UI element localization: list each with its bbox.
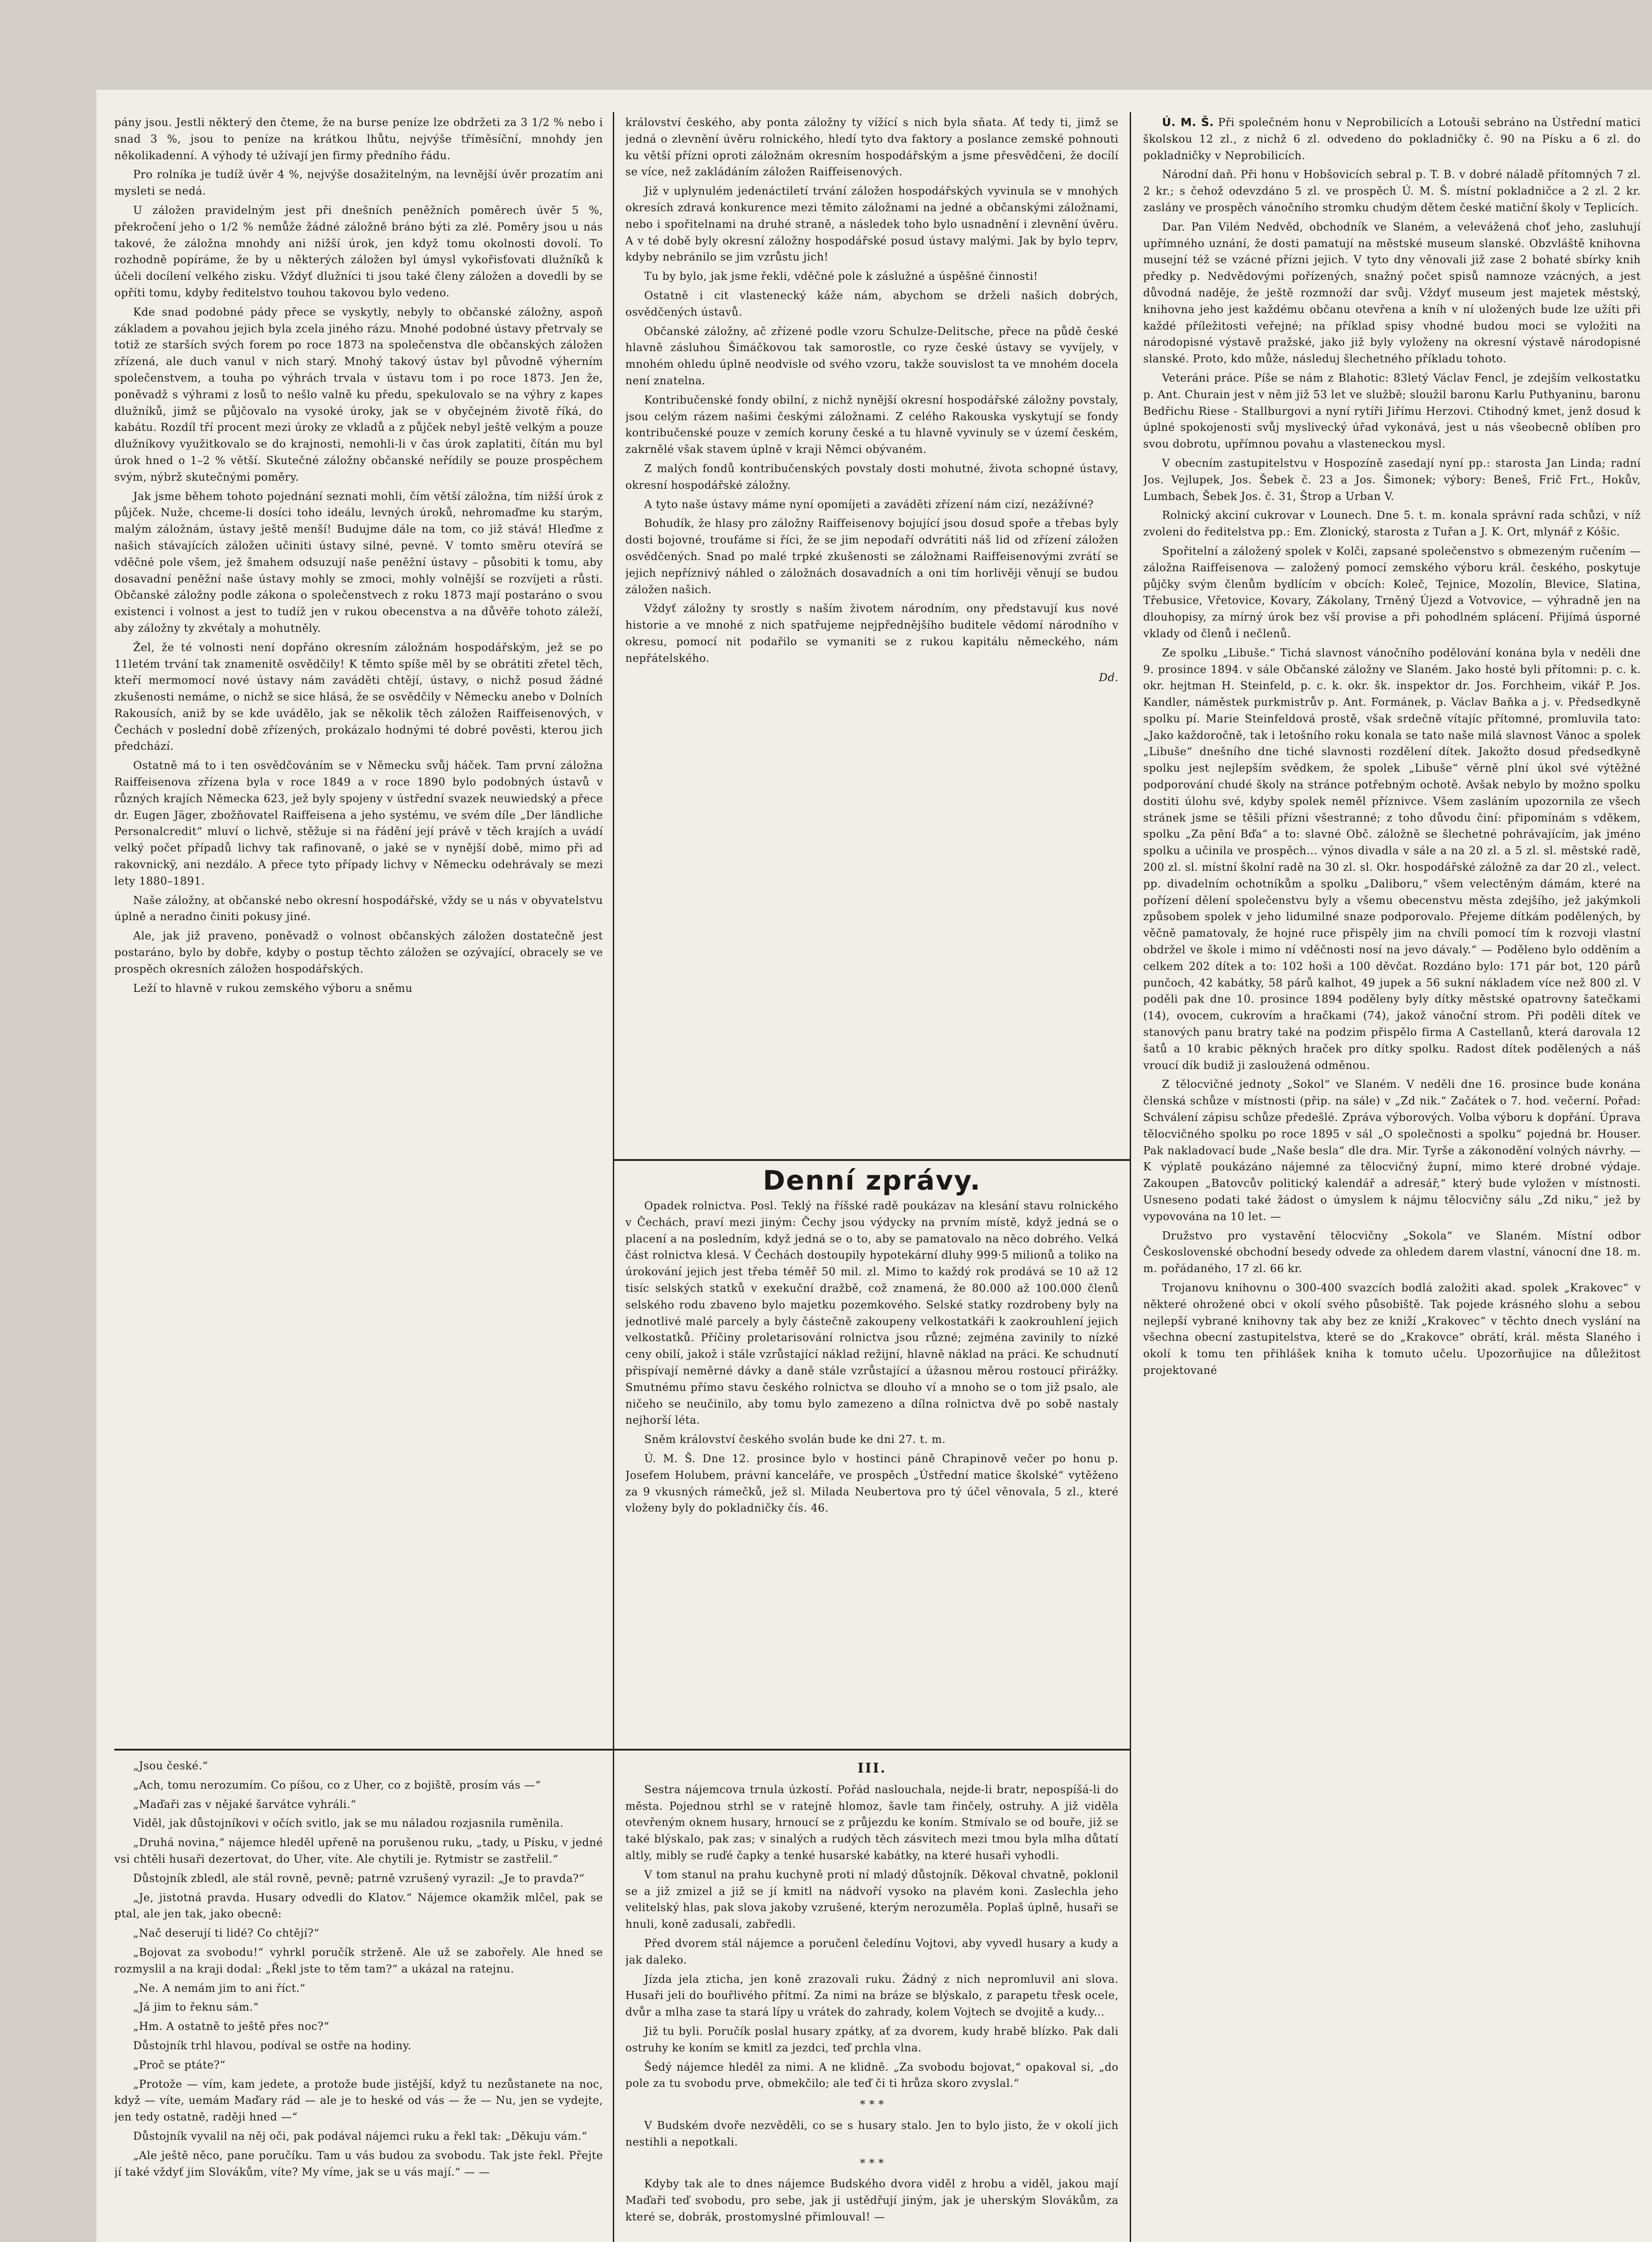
section-heading-daily-news: Denní zprávy. xyxy=(763,1165,981,1196)
feuilleton-rule-left xyxy=(114,1749,613,1751)
story-line: „Jsou české.“ xyxy=(133,1760,208,1772)
paragraph: pány jsou. Jestli některý den čteme, že na burse peníze lze obdržeti za 3 1/2 % nebo i snad 3 %, jsou to peníze na krátkou lhůtu, nejvýše tříměsíční, mnohdy jen několikadenní. A výhody té užívají jen firmy předního řádu. xyxy=(114,116,603,162)
paragraph: Již v uplynulém jedenáctiletí trvání záložen hospodářských vyvinula se v mnohých okresích zdravá konkurence mezi těmito záložnami na jedné a občanskými záložnami, nebo i spořitelnami na druhé straně, a následek toho bylo usnadnění i zlevnění úvěru. A v té době byly okresní záložny hospodářské posud ústavy malými. Jak by bylo teprv, kdyby nebránilo se jim vzrůstu jich! xyxy=(625,185,1119,264)
story-line: V tom stanul na prahu kuchyně proti ní mladý důstojník. Děkoval chvatně, poklonil se a již zmizel a již se jí kmitl na nádvoří vysoko na plavém koni. Zaslechla jeho velitelský hlas, pak slova jakoby vzrušené, kterým nerozuměla. Poplaš úplně, husaři se hnuli, koně zadusali, zabředli. xyxy=(625,1868,1119,1931)
story-line: „Druhá novina,“ nájemce hleděl upřeně na porušenou ruku, „tady, u Písku, v jedné vsi chtěli husaři dezertovat, do Uher, víte. Ale chytili je. Rytmistr se zastřelil.“ xyxy=(114,1836,603,1865)
paragraph: Tu by bylo, jak jsme řekli, vděčné pole k záslužné a úspěšné činnosti! xyxy=(644,270,1038,283)
story-line: Důstojník trhl hlavou, podíval se ostře na hodiny. xyxy=(133,2039,412,2052)
story-line: „Bojovat za svobodu!“ vyhrkl poručík strženě. Ale už se zabořely. Ale hned se rozmyslil a na kraji dodal: „Řekl jste to těm tam?“ a ukázal na ratejnu. xyxy=(114,1946,603,1975)
story-line: Sestra nájemcova trnula úzkostí. Pořád naslouchala, nejde-li bratr, nepospíšá-li do města. Pojednou strhl se v ratejně hlomoz, šavle tam řinčely, ostruhy. A již viděla otevřeným oknem husary, hrnoucí se z průjezdu ke koním. Stmívalo se od bouře, již se také blýskalo, pak zas; v sinalých a rudých těch zásvitech mezi tmou byla mlha důtatí altly, mibly se ruďé čapky a tenké husarské kabátky, na které husaři vyhodli. xyxy=(625,1783,1119,1862)
section-break: * * * xyxy=(860,2156,884,2169)
story-line: „Nač deserují ti lidé? Co chtějí?“ xyxy=(133,1927,320,1940)
signature-line xyxy=(625,669,1119,686)
column-2-news xyxy=(625,1164,1119,1742)
paragraph: Jak jsme během tohoto pojednání seznati mohli, čím větší záložna, tím nižší úrok z půjček. Nuže, chceme-li dosíci toho ideálu, levných úroků, nehromaďme ku starým, malým záložnám, ústavy ještě menší! Budujme dále na tom, co již stává! Hleďme z našich stávajících záložen učiniti ústavy silné, pevné. V tomto směru otevírá se vděčné pole všem, jež šmahem odsuzují naše peněžní ústavy – působiti k tomu, aby dosavadní peněžní naše ústavy mohly se zmoci, mohly volnější se rozvíjeti a růsti. Občanské záložny podle zákona o společenstvech z roku 1873 mají postaráno o svou existenci i volnost a jest to tudíž jen v rukou obecenstva a na důvěře tohoto záleží, aby záložny ty zkvétaly a mohutněly. xyxy=(114,490,603,634)
newspaper-page xyxy=(96,90,1652,2242)
column-2-feuilleton xyxy=(625,1758,1119,2242)
news-item: V obecním zastupitelstvu v Hospozíně zasedají nyní pp.: starosta Jan Linda; radní Jos. Vejlupek, Jos. Šebek č. 23 a Jos. Šimonek; výbory: Beneš, Frič Frt., Hokův, Lumbach, Šebek Jos. č. 31, Štrop a Urban V. xyxy=(1143,456,1641,503)
news-item: Družstvo pro vystavění tělocvičny „Sokola“ ve Slaném. Místní odbor Československé obchodní besedy odvede za ohledem darem vlastní, vánocní dne 18. m. m. pořádaného, 17 zl. 66 kr. xyxy=(1143,1229,1641,1275)
paragraph: království českého, aby ponta záložny ty vížící s nich byla sňata. Ať tedy ti, jimž se jedná o zlevnění úvěru rolnického, hledí tyto dva faktory a poslance zemské pohnouti ku větší přízni oproti záložnám okresním hospodářským a jsme přesvědčeni, že docílí se více, než zakládáním záložen Raiffeisenových. xyxy=(625,116,1119,178)
feuilleton-rule-mid xyxy=(614,1749,1130,1751)
paragraph: Kde snad podobné pády přece se vyskytly, nebyly to občanské záložny, aspoň základem a povahou jejich byla zcela jiného rázu. Mnohé podobné ústavy přetrvaly se totiž ze starších svých forem po roce 1873 na společenstva dle občanských záložen zřízená, ale duch vanul v nich starý. Mnohý takový ústav byl původně výherním společenstvem, a touha po výhrách trvala v ústavu tom i po roce 1873. Jen že, poněvadž s výhrami z losů to nešlo valně ku předu, spekulovalo se na výhry z kapes dlužníků, jimž se půjčovalo na vysoké úroky, jak se v obyčejném životě říká, do kabátu. Rozdíl tří procent mezi úroky ze vkladů a z půjček nebyl ještě velkým a pouze dlužníkovy využitkovalo se do krajnosti, nemohli-li v čas úrok zaplatiti, čítán mu byl úrok hned o 1–2 % větší. Skutečné záložny občanské neřídily se pouze prospěchem svým, nýbrž skutečnými poměry. xyxy=(114,305,603,483)
paragraph: Pro rolníka je tudíž úvěr 4 %, nejvýše dosažitelným, na levnější úvěr prozatím ani mysleti se nedá. xyxy=(114,168,603,198)
story-line: „Ne. A nemám jim to ani říct.“ xyxy=(133,1981,306,1994)
column-3 xyxy=(1143,114,1641,2242)
news-item: Trojanovu knihovnu o 300-400 svazcích bodlá založiti akad. spolek „Krakovec“ v některé ohrožené obci v okolí svého působiště. Tak pojede krásného slohu a sebou nejlepší vybrané knihovny tak aby bez ze kniží „Krakovec“ v těchto dnech vyslání na všechna obecní zastupitelstva, které se do „Krakovce“ obrátí, král. města Slaného i okolí k tomu ten přihlášek kniha k tomuto učelu. Upozorňujice na důležitost projektované xyxy=(1143,1281,1641,1377)
paragraph: Ale, jak již praveno, poněvadž o volnost občanských záložen dostatečně jest postaráno, bylo by dobře, kdyby o postup těchto záložen se ozývající, obracely se ve prospěch okresních záložen hospodářských. xyxy=(114,930,603,975)
story-line: V Budském dvoře nezvěděli, co se s husary stalo. Jen to bylo jisto, že v okolí jich nestihli a nepotkali. xyxy=(625,2119,1119,2148)
news-item-title: Ú. M. Š. xyxy=(1162,116,1214,129)
paragraph: Naše záložny, at občanské nebo okresní hospodářské, vždy se u nás v obyvatelstvu úplně a neradno činiti pokusy jiné. xyxy=(114,894,603,923)
news-item: Dar. Pan Vilém Nedvěd, obchodník ve Slaném, a velevážená choť jeho, zasluhují upřímného uznání, že dosti pamatují na městské museum slanské. Obzvláště knihovna musejní též se vzácné přízni jejich. V tyto dny věnovali již zase 2 bohaté sbírky knih předky p. Nedvědovými pořízených, snažný počet spisů namnoze vzácných, a jest důvodná naděje, že ještě rozmnoží dar svůj. Vždyť museum jest majetek městský, knihovna jeho jest každému občanu otevřena a kníh v ní uložených bude lze užíti při každé příležitosti veřejné; na příklad spisy vhodné budou moci se vyložiti na národopisné výstavě pražské, jako již byly vyloženy na okresní výstavě národopisné slanské. Proto, kdo může, následuj šlechetného příkladu tohoto. xyxy=(1143,220,1641,365)
news-item: Opadek rolnictva. Posl. Teklý na říšské radě poukázav na klesání stavu rolnického v Čechách, praví mezi jiným: Čechy jsou výdycky na prvním místě, když jedná se o placení a na posledním, když jedná se o to, aby se pamatovalo na něco dobrého. Velká část rolnictva klesá. V Čechách dostoupily hypotekární dluhy 999·5 milionů a toliko na úrokování jejich jest třeba téměř 50 mil. zl. Mimo to každý rok prodává se 10 až 12 tisíc selských statků v exekuční dražbě, což znamená, že 80.000 až 100.000 členů selského rodu zbaveno bylo majetku pozemkového. Selské statky rozdrobeny byly na jednotlivé malé parcely a byly částečně zakoupeny velkostatkáři k zaokrouhlení jejich velkostatků. Příčiny proletarisování rolnictva jsou různé; zejména zavinily to nízké ceny obilí, jakož i stále vzrůstající náklad režijní, hlavně náklad na práci. Ke schudnutí přispívají neměrné dávky a daně stále vzrůstající a úžasnou měrou rostoucí přirážky. Smutnému přímo stavu českého rolnictva se dlouho ví a mnoho se o tom již psalo, ale ničeho se neučinilo, aby tomu bylo zamezeno a dílna rolnictva dvě po sobě nastaly nejhorší léta. xyxy=(625,1199,1119,1427)
paragraph: Občanské záložny, ač zřízené podle vzoru Schulze-Delitsche, přece na půdě české hlavně zásluhou Šimáčkovou tak samorostle, co ryze české ústavy se vyvíjely, v mnohém ohledu úplně neodvisle od svého vzoru, takže souvislost ta ve mnohém docela není znatelna. xyxy=(625,325,1119,387)
story-line: „Proč se ptáte?“ xyxy=(133,2058,226,2071)
story-line: Již tu byli. Poručík poslal husary zpátky, ať za dvorem, kudy hrabě blízko. Pak dali ostruhy ke koním se kmitl za jezdci, teď prchla vlna. xyxy=(625,2025,1119,2054)
paragraph: Z malých fondů kontribučenských povstaly dosti mohutné, života schopné ústavy, okresní hospodářské záložny. xyxy=(625,462,1119,491)
story-line: Jízda jela zticha, jen koně zrazovali ruku. Žádný z nich nepromluvil ani slova. Husaři jeli do bouřlivého přítmí. Za nimi na bráze se blýskalo, z parapetu třesk ocele, dvůr a mlha zase ta stará lípy u vrátek do zahrady, kolem Vojtech se dvojitě a kudy... xyxy=(625,1973,1119,2019)
news-item: Rolnický akciní cukrovar v Lounech. Dne 5. t. m. konala správní rada schůzi, v níž zvoleni do ředitelstva pp.: Em. Zlonický, starosta z Tuřan a J. K. Ort, mlynář z Kóšic. xyxy=(1143,509,1641,539)
story-line: Viděl, jak důstojníkovi v očích svitlo, jak se mu náladou rozjasnila ruměnila. xyxy=(133,1817,564,1830)
news-rule xyxy=(614,1159,1130,1161)
story-line: „Je, jistotná pravda. Husary odvedli do Klatov.“ Nájemce okamžik mlčel, pak se ptal, ale jen tak, jako obecně: xyxy=(114,1891,603,1920)
paragraph: U záložen pravidelným jest při dnešních peněžních poměrech úvěr 5 %, překročení jeho o 1/2 % nemůže žádné záložně bráno býti za zlé. Poměry jsou u nás takové, že záložna mnohdy ani nižší úrok, jen když tomu okolnosti dovolí. To rozhodně popíráme, že by u některých záložen byl úmysl vykořisťovati dlužníků k účeli docílení velkého zisku. Vždyť dlužníci ti jsou také členy záložen a dovedli by se opříti tomu, kdyby ředitelstvo touhou takovou bylo vedeno. xyxy=(114,204,603,299)
paragraph: Ostatně i cit vlastenecký káže nám, abychom se drželi našich dobrých, osvědčených ústavů. xyxy=(625,289,1119,318)
paragraph: Kontribučenské fondy obilní, z nichž nynější okresní hospodářské záložny povstaly, jsou celým rázem našimi českými záložnami. Z celého Rakouska vyskytují se fondy kontribučenské pouze v zemích koruny české a tu hlavně vyvinuly se v území českém, zakrnělé však stavem úplně v kraji Němci obývaném. xyxy=(625,393,1119,456)
news-item: Veteráni práce. Píše se nám z Blahotic: 83letý Václav Fencl, je zdejším velkostatku p. Ant. Churain jest v něm již 53 let ve službě; sloužil baronu Karlu Puthyaninu, baronu Bedřichu Riese - Stallburgovi a nyní rytíři Jiřímu Herzovi. Ctihodný kmet, jenž dosud k úplné spokojenosti svůj myslivecký úřad vykonává, jest u nás všeobecně oblíben pro svou dobrotu, upřímnou povahu a vlasteneckou mysl. xyxy=(1143,371,1641,451)
column-1 xyxy=(114,114,603,1738)
chapter-number: III. xyxy=(857,1760,887,1776)
column-1-feuilleton xyxy=(114,1758,603,2242)
news-item: Národní daň. Při honu v Hobšovicích sebral p. T. B. v dobré náladě přítomných 7 zl. 2 kr.; s čehož odevzdáno 5 zl. ve prospěch Ú. M. Š. místní pokladničce a 2 zl. 2 kr. zaslány ve prospěch vánočního stromku chudým dětem české matiční školy v Teplicích. xyxy=(1143,168,1641,214)
paragraph: A tyto naše ústavy máme nyní opomíjeti a zaváděti zřízení nám cizí, nezážívné? xyxy=(644,498,1094,511)
paragraph: Vždyť záložny ty srostly s naším životem národním, ony představují kus nové historie a ve mnohé z nich spatřujeme nejpřednějšího buditele vědomí národního v okresu, pomocí nit podařilo se vymaniti se z rukou kapitálu německého, nám nepřátelského. xyxy=(625,602,1119,665)
story-line: Šedý nájemce hleděl za nimi. A ne klidně. „Za svobodu bojovat,“ opakoval si, „do pole za tu svobodu prve, obmekčilo; ale teď či ti hrůza skoro zvyslal.“ xyxy=(625,2060,1119,2090)
paragraph: Žel, že té volnosti není dopřáno okresním záložnám hospodářským, jež se po 11letém trvání tak znamenitě osvědčily! K těmto spíše měl by se obrátiti zřetel těch, kteří mermomocí nové ústavy nám zaváděti chtějí, ústavy, o nichž posud žádné zkušenosti nemáme, o nichž se sice hlásá, že se osvědčily v Německu anebo v Dolních Rakousích, aniž by se kde uvádělo, jak se několik těch záložen Raiffeisenových, v Čechách v poslední době zřízených, prokázalo hodnými té dobré pověsti, kterou jich předchází. xyxy=(114,641,603,753)
story-line: „Hm. A ostatně to ještě přes noc?“ xyxy=(133,2020,330,2033)
news-item: Z tělocvičné jednoty „Sokol“ ve Slaném. V neděli dne 16. prosince bude konána členská schůze v místnosti (přip. na sále) v „Zd nik.“ Začátek o 7. hod. večerní. Pořad: Schválení zápisu schůze předešlé. Zpráva výborových. Volba výboru k dopřání. Úprava tělocvičného spolku po roce 1895 v sál „O společnosti a spolku“ pojedná br. Houser. Pak nakladovací bude „Naše besla“ dle dra. Mir. Tyrše a zákonodění volných návrhy. — K výplatě poukázáno nájemné za tělocvičný župní, mimo které drobné výdaje. Zakoupen „Batovcův politický kalendář a adresář,“ který bude vyložen v místnosti. Usneseno podati také žádost o úmyslem k nájmu tělocvičny sálu „Zd niku,“ jež by vypovována na 10 let. — xyxy=(1143,1078,1641,1223)
column-rule-2 xyxy=(1130,112,1131,2242)
signature: Dd. xyxy=(1099,671,1119,684)
story-line: „Protože — vím, kam jedete, a protože bude jistější, když tu nezůstanete na noc, když — víte, uemám Maďary rád — ale je to heské od vás — že — Nu, jen se vydejte, jen tedy ostatně, raději hned —“ xyxy=(114,2077,603,2124)
story-line: „Ale ještě něco, pane poručíku. Tam u vás budou za svobodu. Tak jste řekl. Přejte jí také vždyť jim Slovákům, víte? My víme, jak se u vás mají.“ — — xyxy=(114,2149,603,2178)
paragraph: Ostatně má to i ten osvědčováním se v Německu svůj háček. Tam první záložna Raiffeisenova zřízena byla v roce 1849 a v roce 1890 bylo podobných ústavů v různých krajích Německa 623, jež byly spojeny v ústřední svazek neuwiedský a přece dr. Eugen Jäger, zbožňovatel Raiffeisena a jeho systému, ve svém díle „Der ländliche Personalcredit“ mluví o lichvě, stěžuje si na řádění její právě v těch krajích a uvádí velký počet případů lichvy tak rafinovaně, o jaké se v nynější době, mimo při ad rakovnickÿ, ani nezdálo. A přece tyto případy lichvy v Německu odehrávaly se mezi lety 1880–1891. xyxy=(114,759,603,887)
paragraph: Leží to hlavně v rukou zemského výboru a sněmu xyxy=(133,982,413,995)
story-line: Před dvorem stál nájemce a poručenl čeledínu Vojtovi, aby vyvedl husary a kudy a jak daleko. xyxy=(625,1937,1119,1966)
news-item-text: Při společném honu v Neprobilicích a Lotouši sebráno na Ústřední matici školskou 12 zl., z nichž 6 zl. odvedeno do pokladničky č. 90 na Písku a 6 zl. do pokladničky v Neprobilicích. xyxy=(1143,116,1641,162)
story-line: Důstojník vyvalil na něj oči, pak podával nájemci ruku a řekl tak: „Děkuju vám.“ xyxy=(133,2129,588,2142)
story-line: Důstojník zbledl, ale stál rovně, pevně; patrně vzrušený vyrazil: „Je to pravda?“ xyxy=(133,1872,585,1885)
story-line: „Já jim to řeknu sám.“ xyxy=(133,2001,259,2014)
paragraph: Bohudík, že hlasy pro záložny Raiffeisenovy bojující jsou dosud spoře a třebas byly dosti bojovné, troufáme si říci, že se jim nepodaří odvrátiti náš lid od zřízení záložen osvědčených. Snad po malé trpké zkušenosti se záložnami Raiffeisenovými zvrátí se jejich nepříznivý náhled o záložnách dosavadních a oni tím horlivěji věnují se budou záložen našich. xyxy=(625,517,1119,596)
news-item: Sněm království českého svolán bude ke dni 27. t. m. xyxy=(644,1433,946,1446)
column-2-upper xyxy=(625,114,1119,1146)
news-item: Ze spolku „Libuše.“ Tichá slavnost vánočního podělování konána byla v neděli dne 9. prosince 1894. v sále Občanské záložny ve Slaném. Jako hosté byli přítomni: p. c. k. okr. hejtman H. Steinfeld, p. c. k. okr. šk. inspektor dr. Jos. Forchheim, vikář P. Jos. Kandler, náměstek purkmistrův p. Ant. Formánek, p. Václav Baňka a j. v. Předsedkyně spolku pí. Marie Steinfeldová prostě, však srdečně vítajíc přítomné, promluvila tato: „Jako každoročně, tak i letošního roku konala se tato naše milá slavnost Vánoc a spolek „Libuše“ dnešního dne tiché slavnosti rozdělení dítek. Jakožto dosud předsedkyně spolku jest nejlepším svědkem, že spolek „Libuše“ věrně plní úkol své výtěžné podporování chudé školy na stránce potřebným ochotě. Avšak nebylo by možno spolku dostiti úlohu své, kdyby spolek neměl příznivce. Všem zasláním upozornila ze všech stránek jsme se těšili přízni všestranné; z toho důvodu činí: připomínám s vděkem, spolku „Za pění Bďa“ a to: slavné Obč. záložně se šlechetné pohrávajícím, jak jméno spolku a učinila ve prospěch... výnos divadla v sále a na 20 zl. a 5 zl. sl. městské radě, 200 zl. sl. místní školní radě na 30 zl. sl. Okr. hospodářské záložně za dar 20 zl., velect. pp. divadelním ochotníkům a spolku „Daliboru,“ všem velectěným dámám, které na pořízení dělení společenstvu byly a všemu obecenstvu města zdejšího, jež jakýmkoli způsobem spolek v jeho lidumilné snaze podporovalo. Přejeme dítkám podělených, by věčně pamatovaly, že hojné ruce přispěly jim na chvíli pomocí tím k rozvoji vlastní obdržel ve škole i mimo ní vděčnosti nosí na jevo dávaly.“ — Poděleno bylo odděním a celkem 202 dítek a to: 102 hoši a 100 děvčat. Rozdáno bylo: 171 pár bot, 120 párů punčoch, 42 kabátky, 58 párů kalhot, 49 jupek a 56 sukní nákladem více než 800 zl. V poděli pak dne 10. prosince 1894 poděleny byly dítky městské opatrovny šatečkami (14), ovocem, cukrovím a hračkami (74), jakož vánoční strom. Při poděli dítek ve stanových panu bratry také na podzim přispělo firma A Castellanů, která darovala 12 šatů a 10 krabic pěkných hraček pro dítky spolku. Radost dítek podělených a náš vroucí dík budiž ji zasloužená odměnou. xyxy=(1143,646,1641,1072)
news-item: Spořitelní a záložený spolek v Kolči, zapsané společenstvo s obmezeným ručením — záložna Raiffeisenova — založený pomocí zemského výboru král. českého, poskytuje půjčky svým členům bydlícím v obcích: Koleč, Tejnice, Mozolín, Blevice, Slatina, Třebusice, Vřetovice, Kovary, Zákolany, Trněný Újezd a Votvovice, — výhradně jen na dlouhopisy, za mírný úrok bez vší provise a při pohodlném splácení. Přijímá úsporné vklady od členů i nečlenů. xyxy=(1143,544,1641,640)
column-rule-1 xyxy=(613,112,614,2242)
section-break: * * * xyxy=(860,2098,884,2111)
news-item: Ú. M. Š. Dne 12. prosince bylo v hostinci páně Chrapinově večer po honu p. Josefem Holubem, právní kanceláře, ve prospěch „Ústřední matice školské“ vytěženo za 9 vkusných rámečků, jež sl. Milada Neubertova pro tý účel věnovala, 5 zl., které vloženy byly do pokladničky čís. 46. xyxy=(625,1452,1119,1515)
news-item xyxy=(1143,114,1641,164)
story-line: „Maďaři zas v nějaké šarvátce vyhráli.“ xyxy=(133,1798,356,1811)
story-line: Kdyby tak ale to dnes nájemce Budského dvora viděl z hrobu a viděl, jakou mají Maďaři teď svobodu, pro sebe, jak ji ustědřují jiným, jak je uherským Slovákům, za které se, dobrák, prostomyslné přimlouval! — xyxy=(625,2177,1119,2223)
story-line: „Ach, tomu nerozumím. Co píšou, co z Uher, co z bojiště, prosím vás —“ xyxy=(133,1778,541,1791)
